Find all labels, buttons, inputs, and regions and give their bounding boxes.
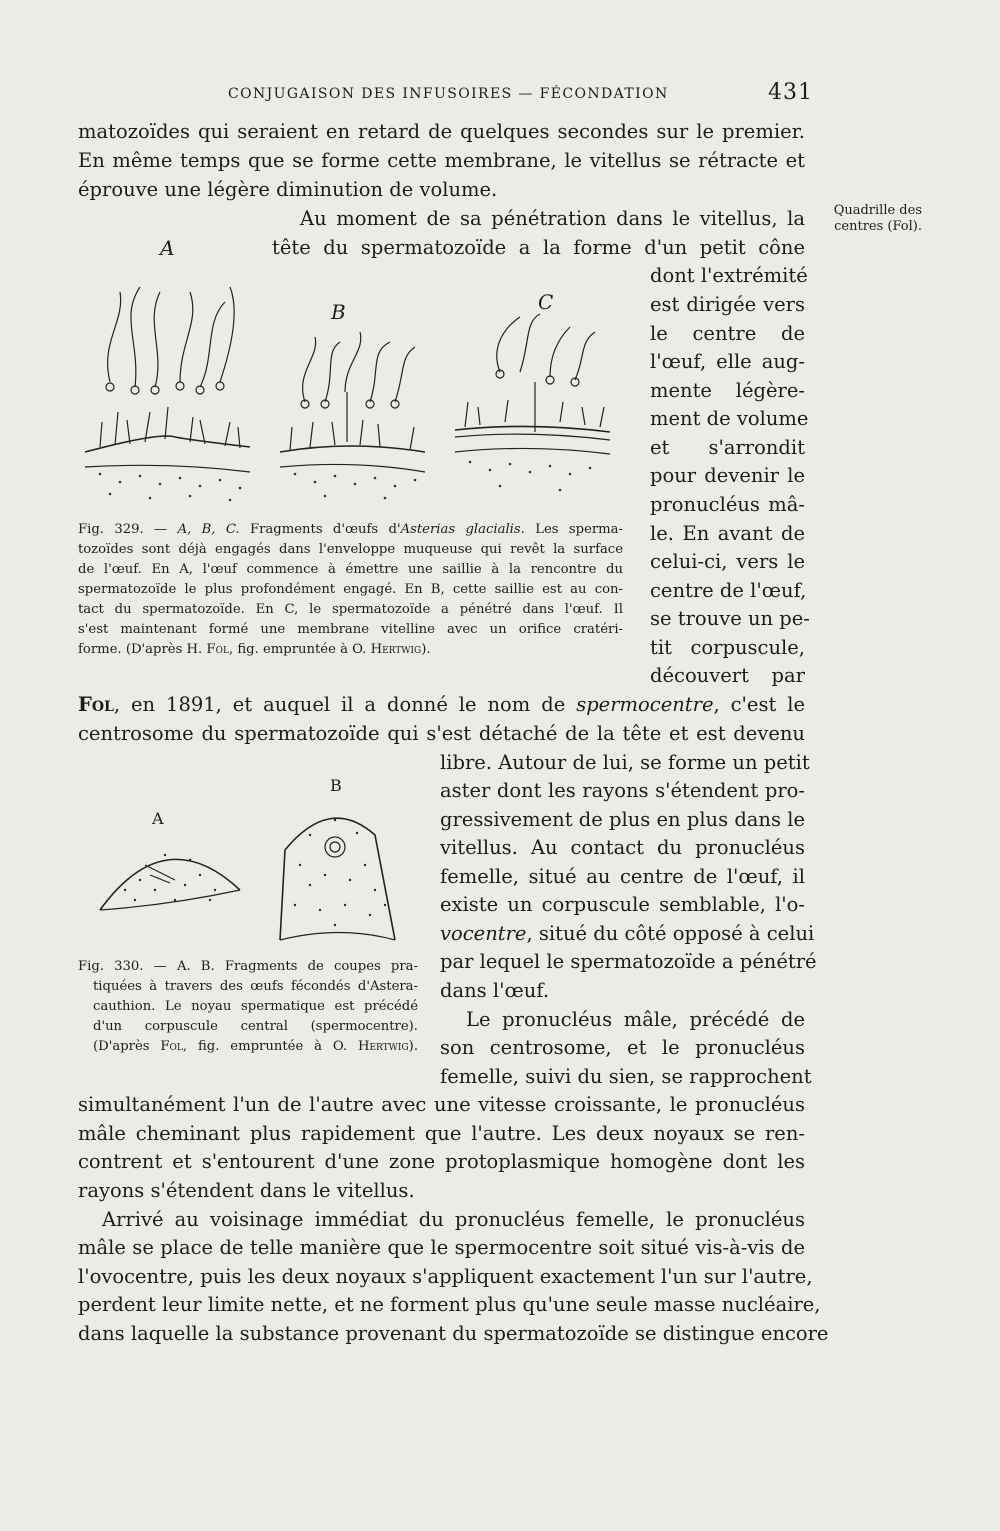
text-line: Le pronucléus mâle, précédé de [466, 1008, 805, 1031]
fig329-label-a: A [160, 236, 175, 260]
running-header [228, 80, 813, 105]
fig330-label-a: A [152, 809, 164, 828]
text-line: mâle se place de telle manière que le spermocentre soit situé vis-à-vis de [78, 1236, 805, 1259]
fig329-caption-line: de l'œuf. En A, l'œuf commence à émettre une saillie à la rencontre du [78, 562, 623, 577]
text-line: vocentre, situé du côté opposé à celui [440, 922, 815, 945]
fig329-label-c: C [538, 290, 554, 314]
text-line: dont l'extrémité [650, 264, 808, 287]
text-line: l'ovocentre, puis les deux noyaux s'appliquent exactement l'un sur l'autre, [78, 1265, 813, 1288]
text-line: contrent et s'entourent d'une zone protoplasmique homogène dont les [78, 1150, 805, 1173]
fig330-caption-line: (D'après Fol, fig. empruntée à O. Hertwig). [93, 1039, 419, 1054]
text-line: tit corpuscule, [650, 636, 805, 659]
text-line: celui-ci, vers le [650, 550, 805, 573]
author-name: Fol [78, 693, 114, 716]
fig329-illustration [80, 262, 620, 512]
text-line: femelle, situé au centre de l'œuf, il [440, 865, 805, 888]
text-line: existe un corpuscule semblable, l'o- [440, 893, 805, 916]
text-line: le centre de [650, 322, 805, 345]
text-line: est dirigée vers [650, 293, 805, 316]
fig329-caption-line: spermatozoïde le plus profondément engagé. En B, cette saillie est au con- [78, 582, 623, 597]
fig330-label-b: B [330, 776, 342, 795]
fig329-caption-line: forme. (D'après H. Fol, fig. empruntée à O. Hertwig). [78, 642, 431, 657]
margin-note [812, 203, 922, 235]
text-line: et s'arrondit [650, 436, 805, 459]
text-line: simultanément l'un de l'autre avec une vitesse croissante, le pronucléus [78, 1093, 805, 1116]
page-number: 431 [768, 80, 813, 105]
text-line: Fol, en 1891, et auquel il a donné le nom de spermocentre, c'est le [78, 693, 805, 716]
text-line: rayons s'étendent dans le vitellus. [78, 1179, 415, 1202]
text-line: vitellus. Au contact du pronucléus [440, 836, 805, 859]
text-line: dans l'œuf. [440, 979, 550, 1002]
fig329-caption-line: Fig. 329. — A, B, C. Fragments d'œufs d'Asterias glacialis. Les sperma- [78, 522, 623, 537]
text-line: centre de l'œuf, [650, 579, 807, 602]
term-spermocentre: spermocentre [576, 693, 714, 716]
fig329-caption-line: tact du spermatozoïde. En C, le spermatozoïde a pénétré dans l'œuf. Il [78, 602, 623, 617]
text-line: femelle, suivi du sien, se rapprochent [440, 1065, 812, 1088]
text-line: pronucléus mâ- [650, 493, 805, 516]
text-line: libre. Autour de lui, se forme un petit [440, 751, 810, 774]
fig330-illustration [95, 795, 425, 955]
text-line: centrosome du spermatozoïde qui s'est détaché de la tête et est devenu [78, 722, 805, 745]
text-line: ment de volume [650, 407, 809, 430]
margin-note-line-1: Quadrille des [833, 203, 922, 218]
text-line: son centrosome, et le pronucléus [440, 1036, 805, 1059]
text-line: Au moment de sa pénétration dans le vitellus, la [300, 207, 805, 230]
text-line: tête du spermatozoïde a la forme d'un petit cône [272, 236, 805, 259]
text-line: Arrivé au voisinage immédiat du pronucléus femelle, le pronucléus [102, 1208, 805, 1231]
margin-note-line-2: centres (Fol). [834, 219, 922, 234]
text-line: par lequel le spermatozoïde a pénétré [440, 950, 817, 973]
running-title: CONJUGAISON DES INFUSOIRES — FÉCONDATION [228, 86, 669, 102]
text-line: aster dont les rayons s'étendent pro- [440, 779, 805, 802]
fig329-caption-line: tozoïdes sont déjà engagés dans l'enveloppe muqueuse qui revêt la surface [78, 542, 623, 557]
text-line: dans laquelle la substance provenant du spermatozoïde se distingue encore [78, 1322, 829, 1345]
text-line: En même temps que se forme cette membrane, le vitellus se rétracte et [78, 149, 805, 172]
fig329-caption-line: s'est maintenant formé une membrane vitelline avec un orifice cratéri- [78, 622, 623, 637]
fig329-label-b: B [331, 300, 346, 324]
text-line: mâle cheminant plus rapidement que l'autre. Les deux noyaux se ren- [78, 1122, 805, 1145]
text-line: éprouve une légère diminution de volume. [78, 178, 498, 201]
text-line: perdent leur limite nette, et ne forment plus qu'une seule masse nucléaire, [78, 1293, 821, 1316]
text-line: se trouve un pe- [650, 607, 810, 630]
text-line: gressivement de plus en plus dans le [440, 808, 805, 831]
fig330-caption-line: tiquées à travers des œufs fécondés d'Astera- [93, 979, 418, 994]
fig330-caption-line: d'un corpuscule central (spermocentre). [93, 1019, 418, 1034]
text-line: mente légère- [650, 379, 805, 402]
text-line: le. En avant de [650, 522, 805, 545]
fig330-caption-line: Fig. 330. — A. B. Fragments de coupes pra- [78, 959, 418, 974]
text-line: pour devenir le [650, 464, 805, 487]
text-line: découvert par [650, 664, 805, 687]
text-line: l'œuf, elle aug- [650, 350, 805, 373]
fig330-caption-line: cauthion. Le noyau spermatique est précédé [93, 999, 418, 1014]
term-ovocentre: vocentre [440, 922, 527, 945]
text-line: matozoïdes qui seraient en retard de quelques secondes sur le premier. [78, 120, 805, 143]
